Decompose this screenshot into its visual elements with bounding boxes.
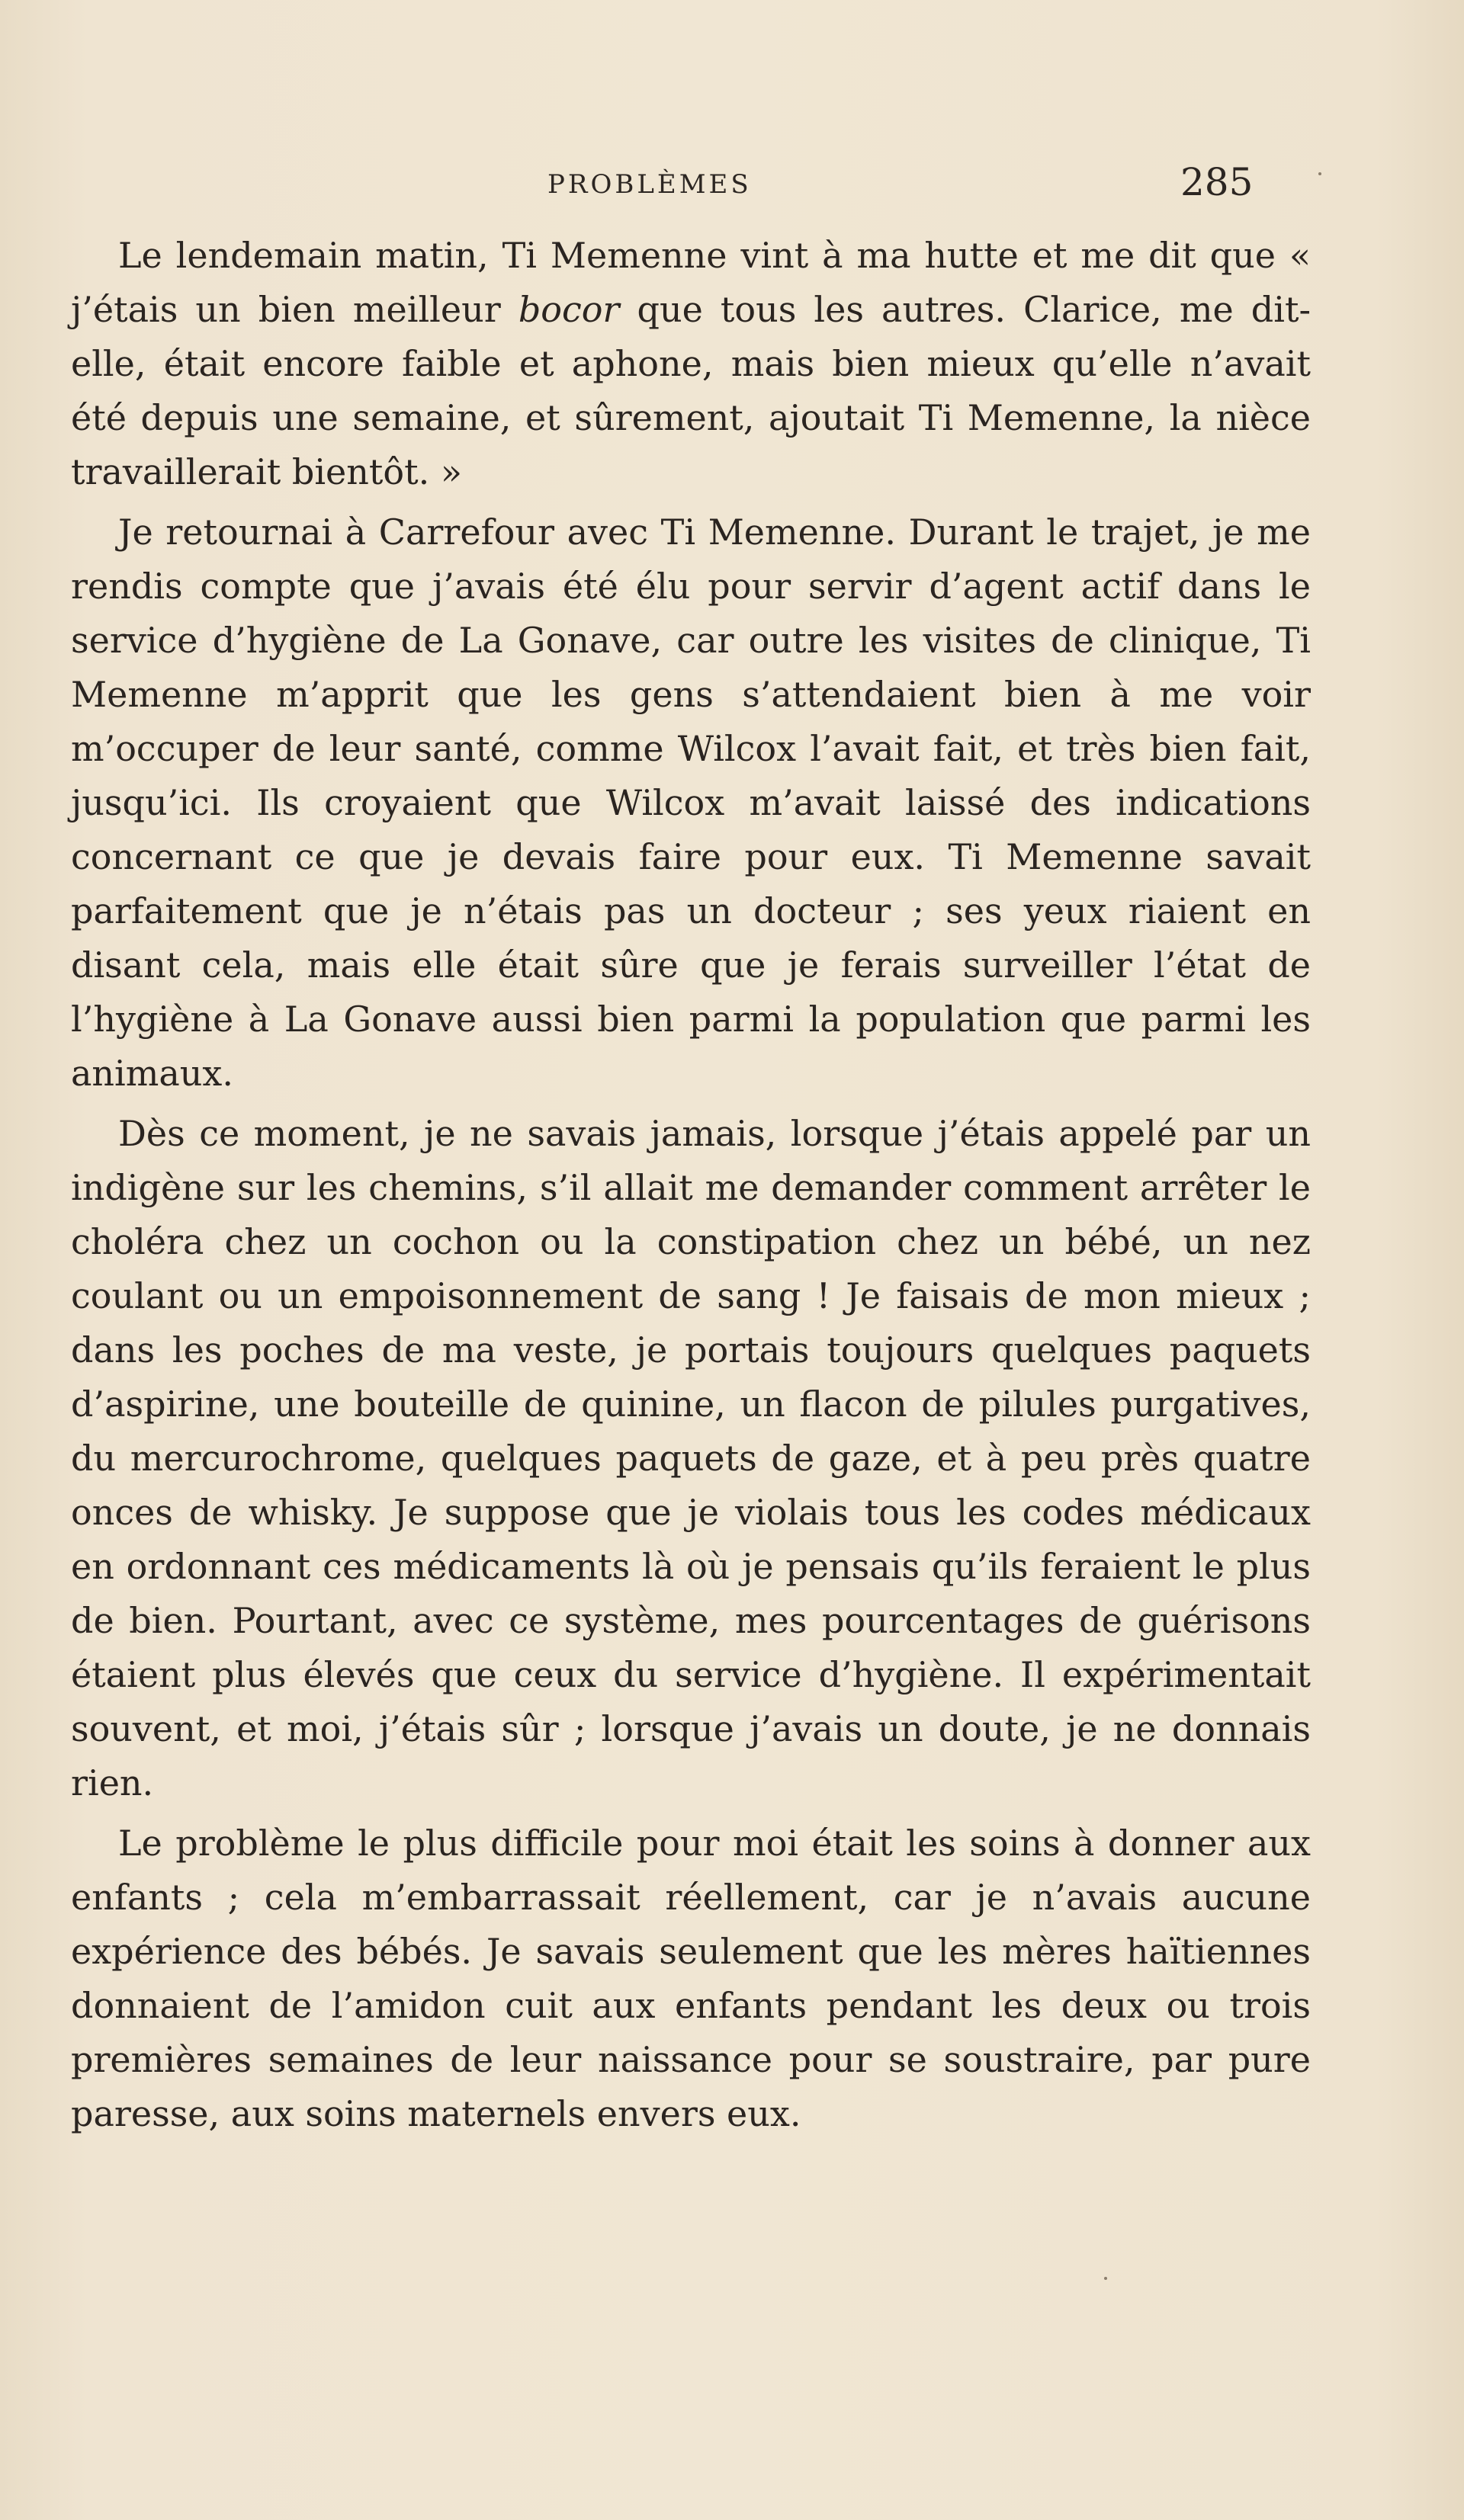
paragraph: Dès ce moment, je ne savais jamais, lorsque j’étais appelé par un indigène sur les chemins, s’il allait me demander comment arrêter le choléra chez un cochon ou la constipation chez un bébé, un nez coulant ou un empoisonnement de sang ! Je faisais de mon mieux ; dans les poches de ma veste, je portais toujours quelques paquets d’aspirine, une bouteille de quinine, un flacon de pilules purgatives, du mercurochrome, quelques paquets de gaze, et à peu près quatre onces de whisky. Je suppose que je violais tous les codes médicaux en ordonnant ces médicaments là où je pensais qu’ils feraient le plus de bien. Pourtant, avec ce système, mes pourcentages de guérisons étaient plus élevés que ceux du service d’hygiène. Il expérimentait souvent, et moi, j’étais sûr ; lorsque j’avais un doute, je ne donnais rien. [71,1113,1311,1803]
paragraph: Je retournai à Carrefour avec Ti Memenne. Durant le trajet, je me rendis compte que j’avais été élu pour servir d’agent actif dans le service d’hygiène de La Gonave, car outre les visites de clinique, Ti Memenne m’apprit que les gens s’attendaient bien à me voir m’occuper de leur santé, comme Wilcox l’avait fait, et très bien fait, jusqu’ici. Ils croyaient que Wilcox m’avait laissé des indications concernant ce que je devais faire pour eux. Ti Memenne savait parfaitement que je n’étais pas un docteur ; ses yeux riaient en disant cela, mais elle était sûre que je ferais surveiller l’état de l’hygiène à La Gonave aussi bien parmi la population que parmi les animaux. [71,511,1311,1094]
paragraph [71,229,1311,499]
body-text [71,229,1311,2147]
paragraph-text: que tous les autres. Clarice, me dit-elle, était encore faible et aphone, mais bien mieux qu’elle n’avait été depuis une semaine, et sûrement, ajoutait Ti Memenne, la nièce travaillerait bientôt. » [71,289,1311,492]
page-header [0,160,1464,206]
paragraph-text: Le lendemain matin, Ti Memenne vint à ma hutte et me dit que « j’étais un bien meilleur [71,235,1311,330]
paragraph: Le problème le plus difficile pour moi était les soins à donner aux enfants ; cela m’embarrassait réellement, car je n’avais aucune expérience des bébés. Je savais seulement que les mères haïtiennes donnaient de l’amidon cuit aux enfants pendant les deux ou trois premières semaines de leur naissance pour se soustraire, par pure paresse, aux soins maternels envers eux. [71,1823,1311,2134]
paper-speck [1104,2277,1107,2280]
running-title: PROBLÈMES [547,169,752,200]
page-number: 285 [1180,160,1254,204]
italic-word: bocor [518,289,620,330]
